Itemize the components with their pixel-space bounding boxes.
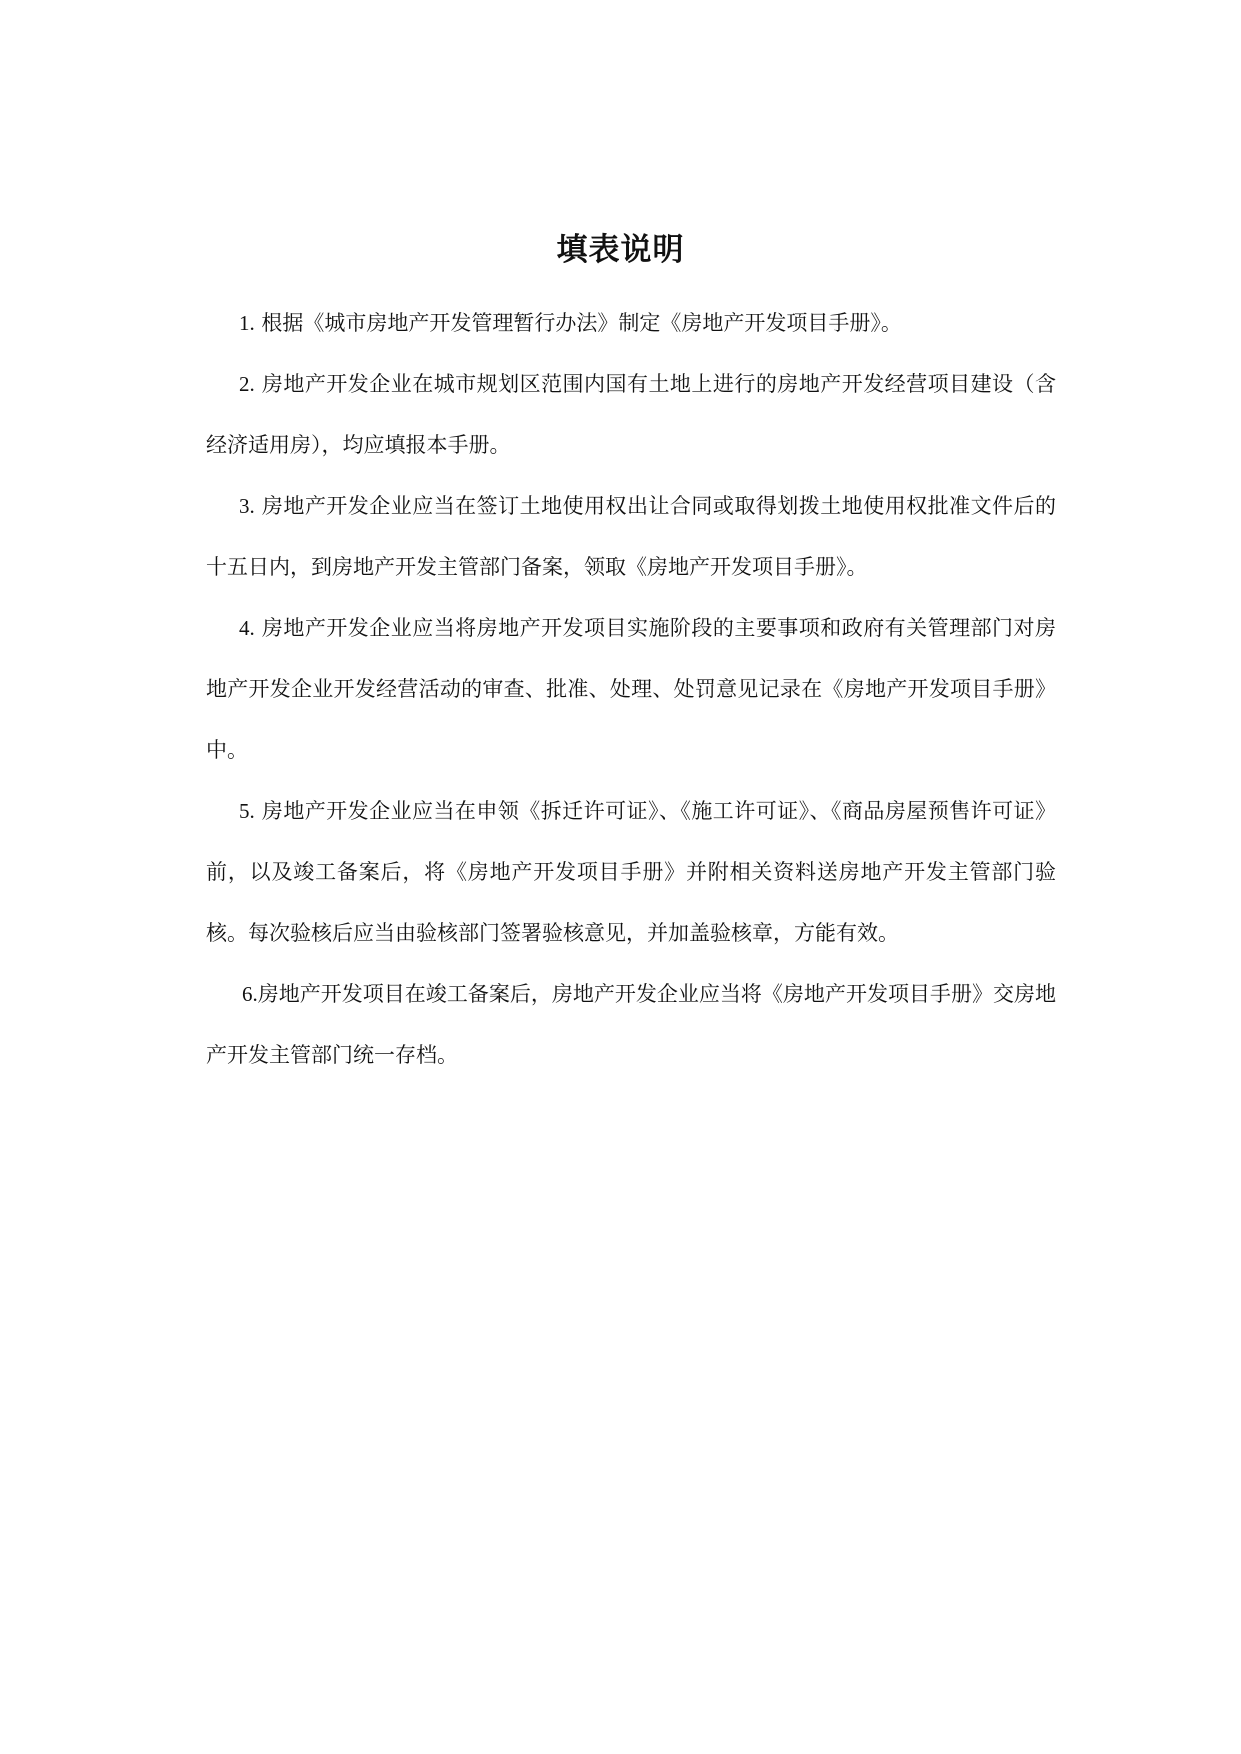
paragraph-number: 6. bbox=[242, 982, 258, 1006]
instruction-paragraph-5 bbox=[206, 781, 1056, 964]
instruction-paragraph-4 bbox=[206, 598, 1056, 781]
instruction-paragraph-1 bbox=[206, 293, 1056, 354]
paragraph-text: 房地产开发企业应当在签订土地使用权出让合同或取得划拨土地使用权批准文件后的十五日内，到房地产开发主管部门备案，领取《房地产开发项目手册》。 bbox=[206, 494, 1057, 579]
instruction-paragraph-6 bbox=[206, 964, 1056, 1086]
paragraph-number: 5. bbox=[239, 799, 255, 823]
paragraph-number: 1. bbox=[239, 311, 255, 335]
paragraph-text: 房地产开发企业应当在申领《拆迁许可证》、《施工许可证》、《商品房屋预售许可证》前，以及竣工备案后，将《房地产开发项目手册》并附相关资料送房地产开发主管部门验核。每次验核后应当由验核部门签署验核意见，并加盖验核章，方能有效。 bbox=[206, 799, 1056, 945]
paragraph-text: 房地产开发项目在竣工备案后，房地产开发企业应当将《房地产开发项目手册》交房地产开发主管部门统一存档。 bbox=[206, 982, 1056, 1067]
instructions-body bbox=[206, 293, 1056, 1086]
paragraph-number: 3. bbox=[239, 494, 255, 518]
instruction-paragraph-3 bbox=[206, 476, 1056, 598]
document-title: 填表说明 bbox=[556, 232, 685, 268]
paragraph-number: 2. bbox=[239, 372, 255, 396]
instruction-paragraph-2 bbox=[206, 354, 1056, 476]
paragraph-text: 根据《城市房地产开发管理暂行办法》制定《房地产开发项目手册》。 bbox=[254, 311, 902, 335]
paragraph-text: 房地产开发企业应当将房地产开发项目实施阶段的主要事项和政府有关管理部门对房地产开发企业开发经营活动的审查、批准、处理、处罚意见记录在《房地产开发项目手册》中。 bbox=[206, 616, 1057, 762]
paragraph-number: 4. bbox=[239, 616, 255, 640]
paragraph-text: 房地产开发企业在城市规划区范围内国有土地上进行的房地产开发经营项目建设（含经济适用房），均应填报本手册。 bbox=[206, 372, 1057, 457]
